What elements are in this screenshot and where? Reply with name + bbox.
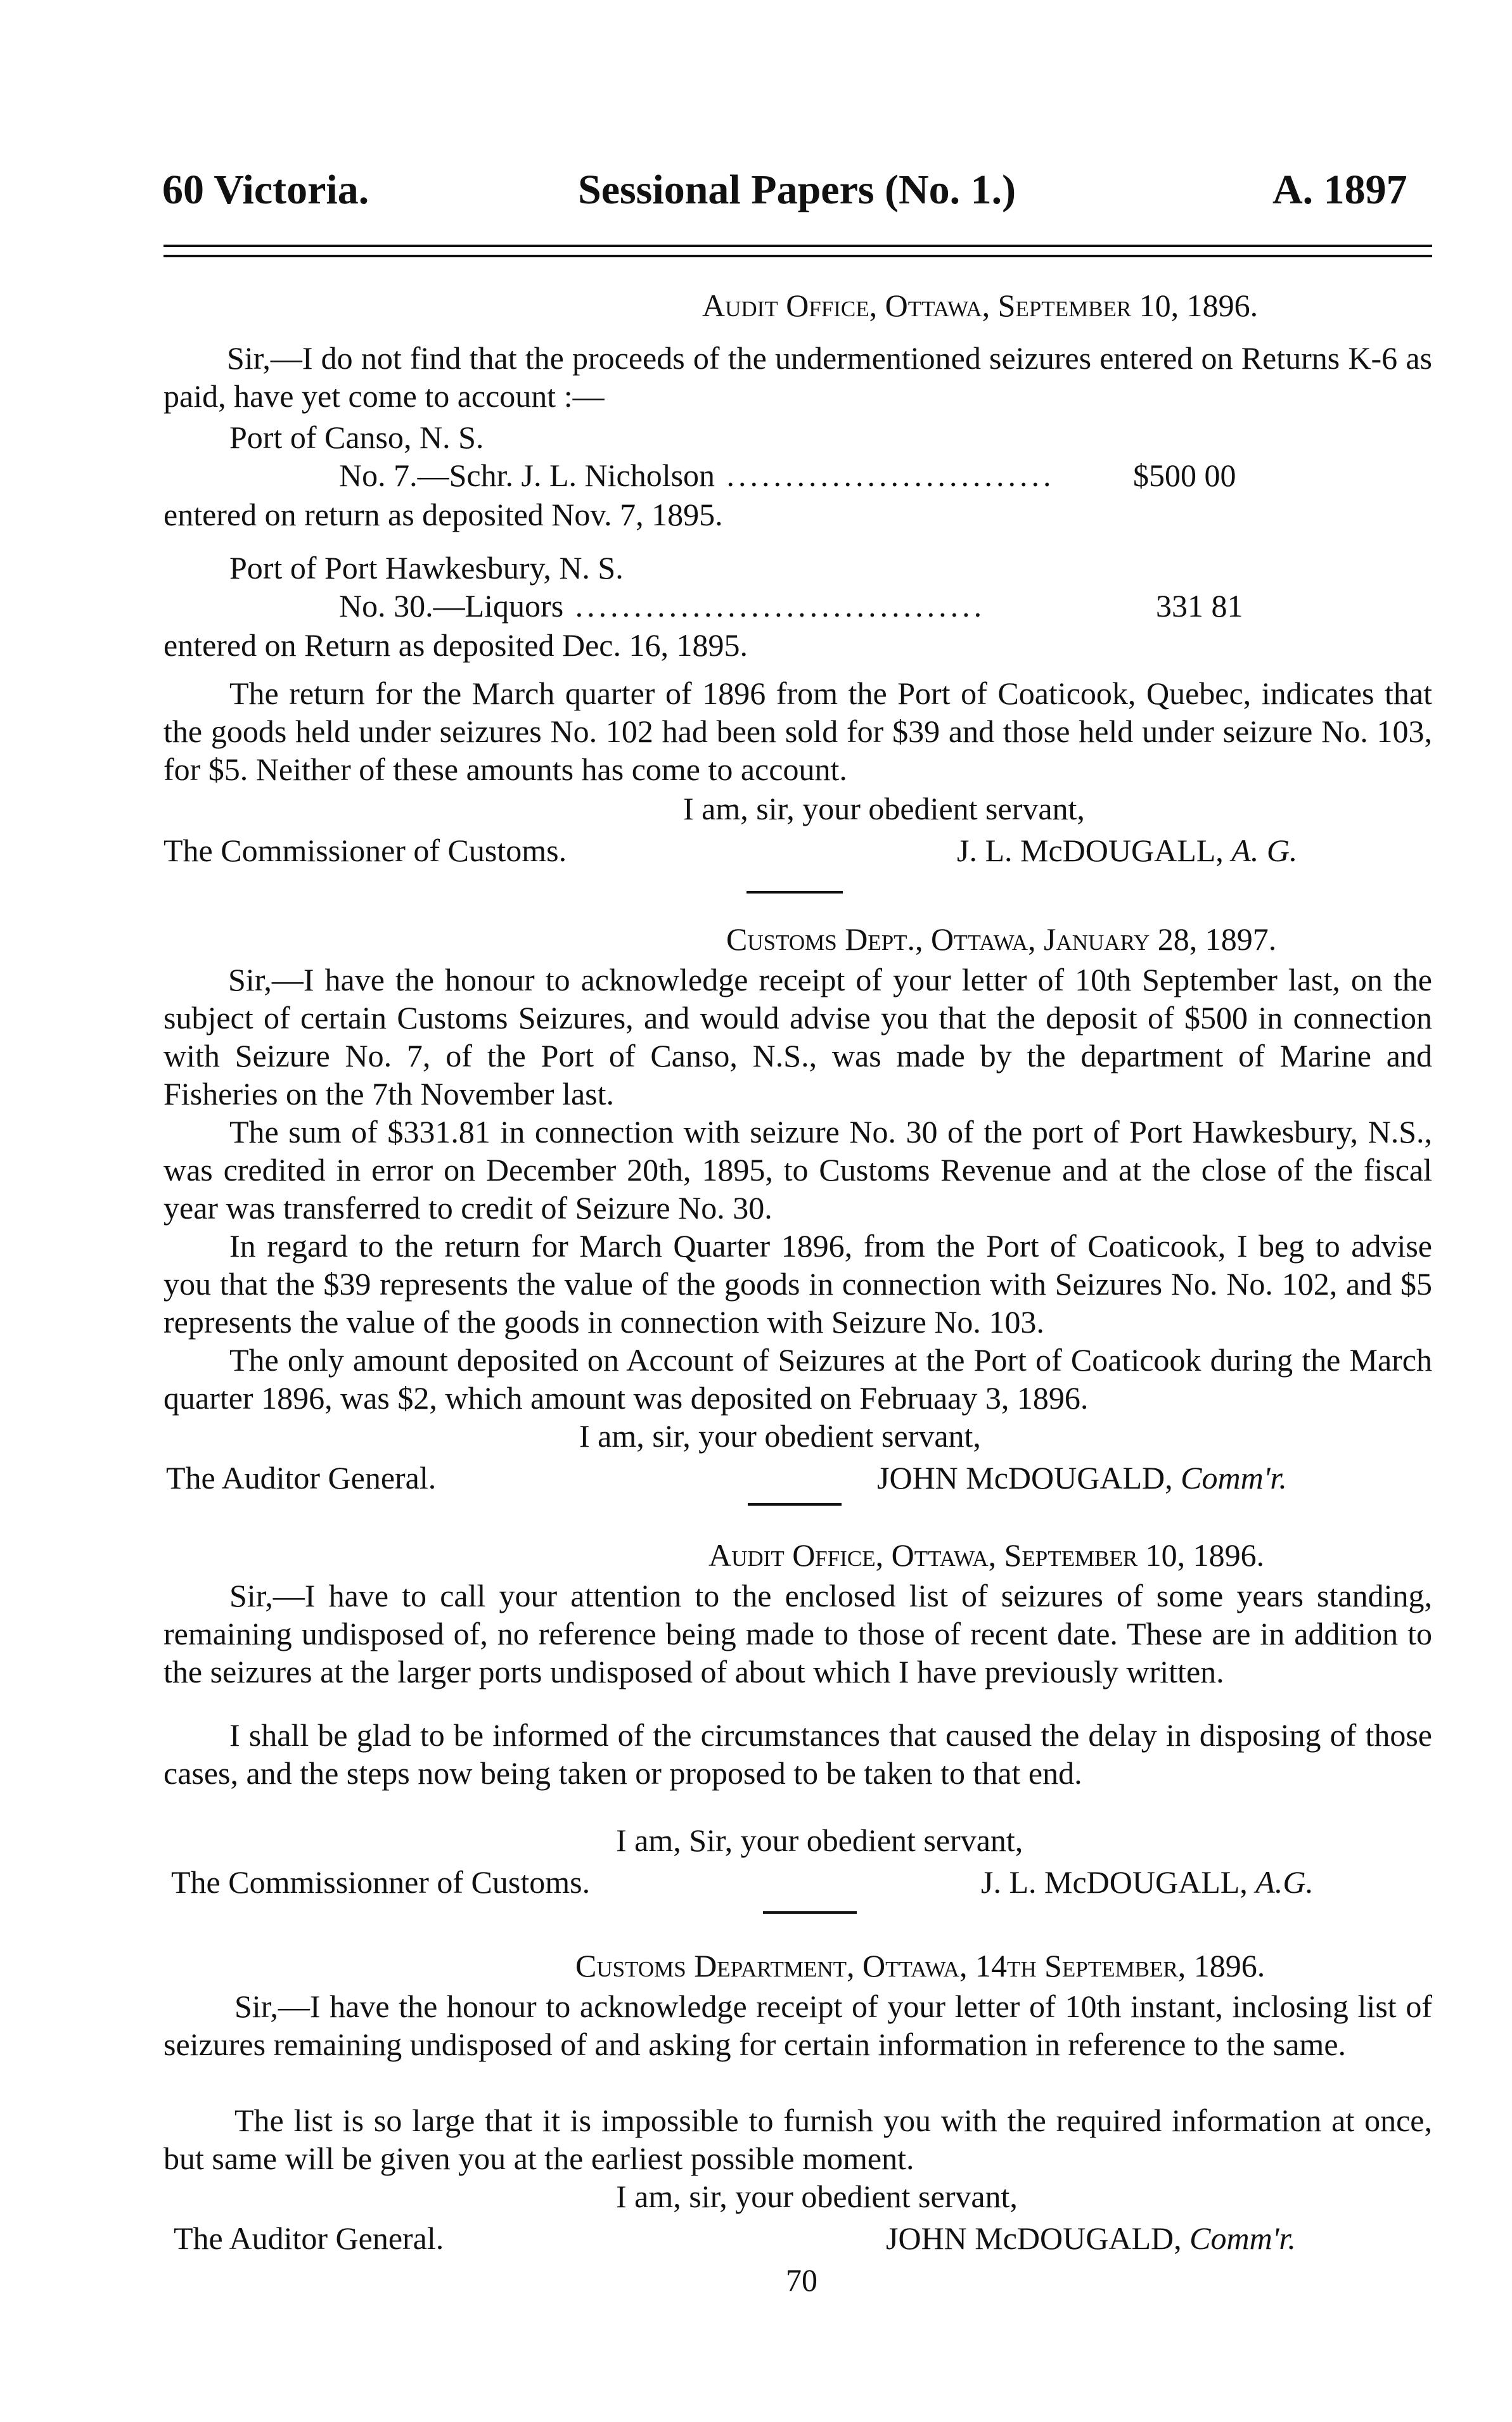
letter3-signature (981, 1863, 1314, 1901)
leader-dots: ............................ (715, 458, 1055, 493)
letter2-dateline: Customs Dept., Ottawa, January 28, 1897. (726, 921, 1277, 957)
letter4-dateline: Customs Department, Ottawa, 14th September, 1896. (575, 1948, 1265, 1983)
header-right: A. 1897 (1272, 167, 1407, 213)
letter1-closing: I am, sir, your obedient servant, (683, 791, 1085, 826)
letter3-addressee: The Commissionner of Customs. (171, 1864, 591, 1900)
letter3-signature-name: J. L. McDOUGALL, (981, 1864, 1248, 1900)
letter4-signature-title: Comm'r. (1189, 2220, 1296, 2256)
letter2-p4: The only amount deposited on Account of Seizures at the Port of Coaticook during the March quarter 1896, was $2, which amount was deposited on Februaay 3, 1896. (163, 1342, 1432, 1416)
letter3-closing: I am, Sir, your obedient servant, (616, 1823, 1023, 1858)
letter2-p3: In regard to the return for March Quarter 1896, from the Port of Coaticook, I beg to advise you that the $39 represents the value of the goods in connection with Seizures No. No. 102, and $5 represents the value of the goods in connection with Seizure No. 103. (163, 1228, 1432, 1340)
letter2-p1: Sir,—I have the honour to acknowledge receipt of your letter of 10th September last, on the subject of certain Customs Seizures, and would advise you that the deposit of $500 in connection with Seizure No. 7, of the Port of Canso, N.S., was made by the department of Marine and Fisheries on the 7th November last. (163, 962, 1432, 1112)
letter1-item2 (339, 587, 985, 625)
letter1-item1-note: entered on return as deposited Nov. 7, 1895. (163, 497, 723, 532)
header-left: 60 Victoria. (162, 167, 369, 213)
letter3-signature-title: A.G. (1255, 1864, 1314, 1900)
letter1-body: The return for the March quarter of 1896 from the Port of Coaticook, Quebec, indicates that the goods held under seizures No. 102 had been sold for $39 and those held under seizure No. 103, for $5. Neither of these amounts has come to account. (163, 676, 1432, 787)
letter4-signature (886, 2219, 1296, 2257)
letter3-dateline: Audit Office, Ottawa, September 10, 1896. (708, 1537, 1265, 1573)
letter1-item1-amount: $500 00 (1133, 458, 1236, 493)
letter2-signature-title: Comm'r. (1181, 1460, 1287, 1496)
letter2-signature (877, 1459, 1287, 1497)
letter1-item2-amount: 331 81 (1156, 588, 1243, 624)
letter1-signature-title: A. G. (1231, 833, 1298, 868)
letter1-item2-note: entered on Return as deposited Dec. 16, 1895. (163, 627, 748, 663)
letter1-dateline: Audit Office, Ottawa, September 10, 1896. (702, 288, 1259, 323)
letter1-port2: Port of Port Hawkesbury, N. S. (229, 550, 624, 586)
letter1-item2-text: No. 30.—Liquors (339, 588, 564, 624)
letter1-intro: Sir,—I do not find that the proceeds of the undermentioned seizures entered on Returns K-6 as paid, have yet come to account :— (163, 340, 1432, 414)
letter4-p2: The list is so large that it is impossible to furnish you with the required information at once, but same will be given you at the earliest possible moment. (163, 2103, 1432, 2176)
letter2-signature-name: JOHN McDOUGALD, (877, 1460, 1173, 1496)
header-rule-top (163, 245, 1432, 247)
letter4-addressee: The Auditor General. (174, 2220, 444, 2256)
letter1-item1 (339, 456, 1055, 494)
letter1-item1-text: No. 7.—Schr. J. L. Nicholson (339, 458, 715, 493)
page-number: 70 (786, 2262, 817, 2298)
letter4-closing: I am, sir, your obedient servant, (616, 2179, 1018, 2214)
letter2-closing: I am, sir, your obedient servant, (579, 1418, 981, 1454)
letter1-signature-name: J. L. McDOUGALL, (957, 833, 1224, 868)
separator (748, 1503, 842, 1506)
separator (746, 891, 843, 894)
letter1-signature (957, 831, 1297, 869)
letter2-addressee: The Auditor General. (166, 1460, 437, 1496)
letter3-p1: Sir,—I have to call your attention to the enclosed list of seizures of some years standing, remaining undisposed of, no reference being made to those of recent date. These are in addition to the seizures at the larger ports undisposed of about which I have previously written. (163, 1578, 1432, 1689)
header-rule-bottom (163, 255, 1432, 257)
letter4-signature-name: JOHN McDOUGALD, (886, 2220, 1182, 2256)
separator (763, 1911, 857, 1914)
letter3-p2: I shall be glad to be informed of the circumstances that caused the delay in disposing of those cases, and the steps now being taken or proposed to be taken to that end. (163, 1717, 1432, 1791)
letter1-addressee: The Commissioner of Customs. (163, 833, 567, 868)
letter2-p2: The sum of $331.81 in connection with seizure No. 30 of the port of Port Hawkesbury, N.S., was credited in error on December 20th, 1895, to Customs Revenue and at the close of the fiscal year was transferred to credit of Seizure No. 30. (163, 1114, 1432, 1226)
header-center: Sessional Papers (No. 1.) (578, 167, 1016, 213)
leader-dots: ................................... (563, 588, 986, 624)
letter4-p1: Sir,—I have the honour to acknowledge receipt of your letter of 10th instant, inclosing list of seizures remaining undisposed of and asking for certain information in reference to the same. (163, 1989, 1432, 2062)
letter1-port1: Port of Canso, N. S. (229, 420, 484, 455)
